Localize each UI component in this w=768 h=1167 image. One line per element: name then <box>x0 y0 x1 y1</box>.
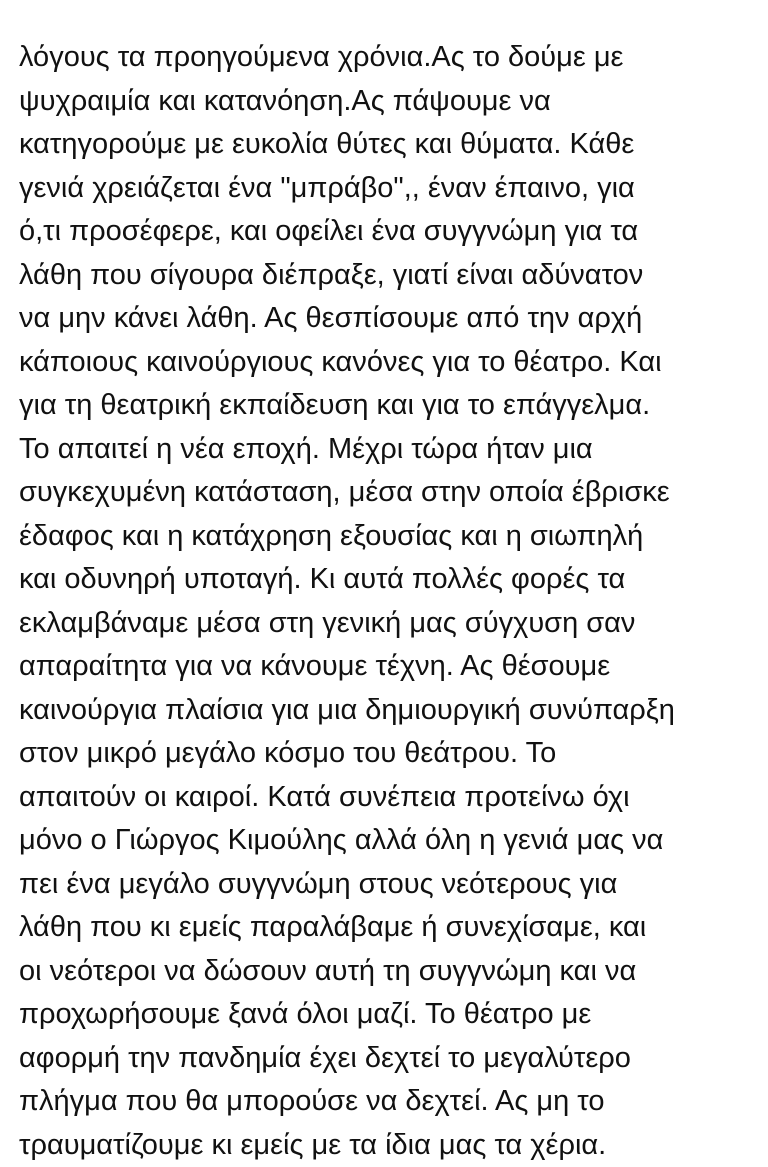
text-line: καινούργια πλαίσια για μια δημιουργική συνύπαρξη <box>19 689 759 733</box>
text-line: αφορμή την πανδημία έχει δεχτεί το μεγαλύτερο <box>19 1037 759 1081</box>
text-line: μόνο ο Γιώργος Κιμούλης αλλά όλη η γενιά μας να <box>19 819 759 863</box>
text-line: έδαφος και η κατάχρηση εξουσίας και η σιωπηλή <box>19 515 759 559</box>
text-line: πει ένα μεγάλο συγγνώμη στους νεότερους για <box>19 863 759 907</box>
text-line: απαραίτητα για να κάνουμε τέχνη. Ας θέσουμε <box>19 645 759 689</box>
text-line: ό,τι προσέφερε, και οφείλει ένα συγγνώμη για τα <box>19 210 759 254</box>
text-line: τραυματίζουμε κι εμείς με τα ίδια μας τα χέρια. <box>19 1124 759 1167</box>
text-line: γενιά χρειάζεται ένα "μπράβο",, έναν έπαινο, για <box>19 167 759 211</box>
text-line: λάθη που σίγουρα διέπραξε, γιατί είναι αδύνατον <box>19 254 759 298</box>
paragraph-text <box>19 36 759 1167</box>
text-line: ψυχραιμία και κατανόηση.Ας πάψουμε να <box>19 80 759 124</box>
text-line: κάποιους καινούργιους κανόνες για το θέατρο. Και <box>19 341 759 385</box>
text-line: κατηγορούμε με ευκολία θύτες και θύματα. Κάθε <box>19 123 759 167</box>
text-line: απαιτούν οι καιροί. Κατά συνέπεια προτείνω όχι <box>19 776 759 820</box>
text-line: λόγους τα προηγούμενα χρόνια.Ας το δούμε με <box>19 36 759 80</box>
text-line: προχωρήσουμε ξανά όλοι μαζί. Το θέατρο με <box>19 993 759 1037</box>
text-line: για τη θεατρική εκπαίδευση και για το επάγγελμα. <box>19 384 759 428</box>
text-line: εκλαμβάναμε μέσα στη γενική μας σύγχυση σαν <box>19 602 759 646</box>
text-line: και οδυνηρή υποταγή. Κι αυτά πολλές φορές τα <box>19 558 759 602</box>
text-line: Το απαιτεί η νέα εποχή. Μέχρι τώρα ήταν μια <box>19 428 759 472</box>
text-line: οι νεότεροι να δώσουν αυτή τη συγγνώμη και να <box>19 950 759 994</box>
text-line: πλήγμα που θα μπορούσε να δεχτεί. Ας μη το <box>19 1080 759 1124</box>
text-line: να μην κάνει λάθη. Ας θεσπίσουμε από την αρχή <box>19 297 759 341</box>
text-line: λάθη που κι εμείς παραλάβαμε ή συνεχίσαμε, και <box>19 906 759 950</box>
text-line: στον μικρό μεγάλο κόσμο του θεάτρου. Το <box>19 732 759 776</box>
text-line: συγκεχυμένη κατάσταση, μέσα στην οποία έβρισκε <box>19 471 759 515</box>
